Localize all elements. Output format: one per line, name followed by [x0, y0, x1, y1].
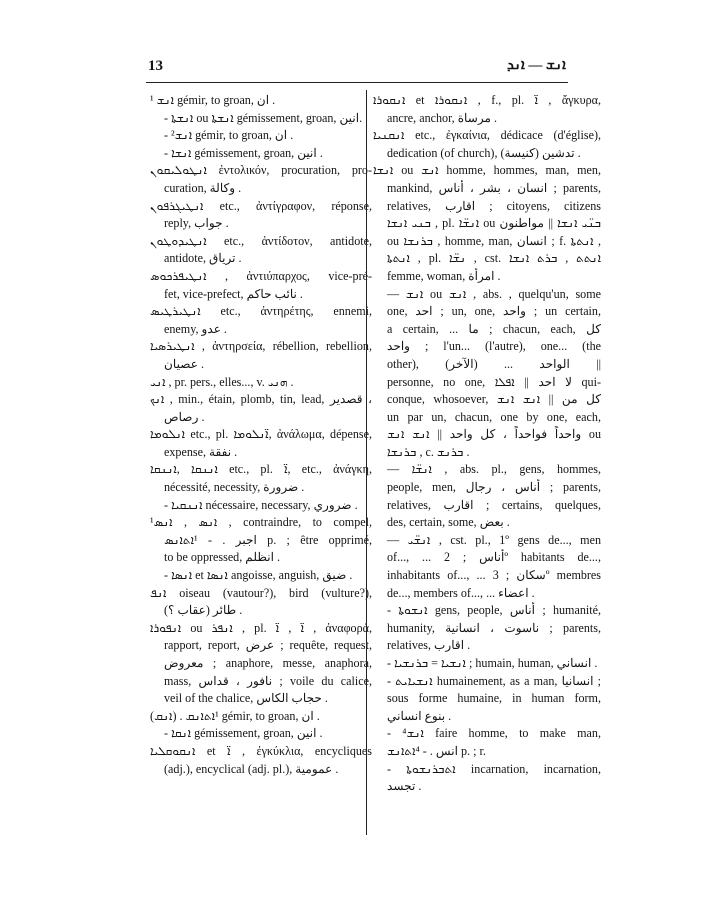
entry-line: - ܐܢܢܩܝܐ nécessaire, necessary, ضروري .: [164, 497, 358, 512]
entry-line: reply, جواب .: [164, 216, 229, 231]
entry-line: conque, whosoever, كل من || ܐܢܫ ܐܢܫ: [387, 392, 601, 407]
entry-line: ܐܢܛܝܓܪܦܘܢ etc., ἀντίγραφον, réponse,: [150, 198, 372, 213]
entry-line: - ²ܐܢܫ gémir, to groan, ان .: [164, 128, 294, 143]
page-number: 13: [148, 58, 163, 74]
entry-line: - ܐܢܩܐ gémissement, groan, انين .: [164, 726, 323, 741]
entry-line: ancre, anchor, مرساة .: [387, 110, 498, 125]
column-divider: [366, 90, 367, 835]
entry-line: - ܐܢܫܝܐܝܬ humainement, as a man, انسانيا ;: [387, 673, 601, 688]
entry-line: enemy, عدو .: [164, 321, 227, 336]
entry-line: تجسد .: [387, 779, 422, 794]
entry-line: بنوع انساني .: [387, 708, 452, 723]
entry-line: a certain, ... ما ; chacun, each, كل: [387, 321, 601, 336]
entry-line: ܐܢܩܢܝܐ etc., ἐγκαίνια, dédicace (d'église),: [373, 128, 601, 143]
entry-line: nécessité, necessity, ضرورة .: [164, 480, 305, 495]
left-column: [150, 92, 372, 778]
entry-line: ou ܒܪܢܫܐ , homme, man, انسان ; f. ܐܢܬܬܐ ,: [387, 233, 601, 248]
entry-line: (adj.), encyclical (adj. pl.), عمومية .: [164, 761, 339, 776]
entry-line: mass, نافور ، قداس ; voile du calice,: [164, 673, 372, 688]
entry-line: ܒܪܢܫܐ , c. ܒܪܢܫ .: [387, 444, 470, 459]
entry-line: relatives, اقارب .: [387, 638, 471, 653]
entry-line: ܐܢܟ , min., étain, plomb, tin, lead, قصدير ،: [150, 392, 372, 407]
entry-line: people, men, أناس ، رجال ; parents,: [387, 480, 601, 495]
entry-line: ܐܢܬܬܐ , pl. ܢܫ̈ܐ , cst. ܐܢܬܬ , ܒܪܬ ܐܢܫܐ: [387, 251, 601, 266]
entry-line: ܐܢܢܩܐ ,ܐܢܢܩܐ etc., pl. ܐ̈, etc., ἀνάγκη,: [150, 462, 372, 477]
entry-line: ܐܢܩܘܩܠܝܐ et ܐ̈ , ἐγκύκλια, encycliques: [150, 743, 372, 758]
entry-line: ܐܢܝ , pr. pers., elles..., v. ܗܢܝ .: [150, 374, 294, 389]
entry-line: - ܐܢܫܝܐ = ܒܪܢܫܝܐ ; humain, human, انساني .: [387, 656, 598, 670]
entry-line: واحد ; l'un... (l'autre), one... (the: [387, 339, 601, 354]
entry-line: sous forme humaine, in human form,: [387, 691, 601, 706]
entry-line: ܐܢܛܝܪܛܝܣ etc., ἀντηρέτης, ennemi,: [150, 304, 372, 319]
entry-line: mankind, انسان ، بشر ، أناس ; parents,: [387, 180, 601, 195]
entry-line: — ܐܢܫ̈ܝ , cst. pl., 1º gens de..., men: [387, 532, 601, 547]
entry-line: — ܐܢܫ̈ܐ , abs. pl., gens, hommes,: [387, 462, 601, 477]
entry-line: of..., ... أناس ; 2º habitants de...,: [387, 550, 601, 565]
entry-line: - ܐܬܒܪܢܫܘܬܐ incarnation, incarnation,: [387, 761, 601, 776]
entry-line: ܐܢܛܘܠܝܩܘܢ ἐντολικόν, procuration, pro-: [150, 163, 372, 178]
entry-line: des, certain, some, بعض .: [387, 515, 510, 530]
entry-line: طائر (عقاب ؟) .: [164, 603, 243, 618]
entry-line: ܐܢܠܘܡܐ etc., pl. ܐ̈ܢܠܘܡܐ, ἀνάλωμα, dépense,: [150, 427, 372, 442]
entry-line: اجبر . - ¹ܐܬܐܢܣ p. ; être opprimé,: [164, 532, 372, 547]
entry-line: rapport, report, عرض ; requête, request,: [164, 638, 372, 653]
entry-line: (ܐܢܩ) . ¹ܐܬܐܢܩ gémir, to groan, ان .: [150, 708, 320, 723]
entry-line: relatives, اقارب ; citoyens, citizens: [387, 198, 601, 213]
entry-line: عصيان .: [164, 356, 204, 371]
entry-line: inhabitants of..., ... سكان ; 3º membres: [387, 568, 601, 583]
entry-line: relatives, اقارب ; certains, quelques,: [387, 497, 601, 512]
entry-line: معروض ; anaphore, messe, anaphora,: [164, 656, 372, 670]
entry-line: femme, woman, امرأة .: [387, 268, 501, 283]
header-rule: [146, 82, 568, 83]
entry-line: personne, no one, لا احد || ܐܦܠܐ qui-: [387, 374, 601, 389]
page-header: [148, 58, 566, 80]
entry-line: antidote, ترياق .: [164, 251, 242, 266]
entry-line: ܐܢܩܘܪܐ et ܐܢܩܘܪܐ , f., pl. ܐ̈ , ἄγκυρα,: [373, 93, 601, 107]
entry-line: veil of the chalice, حجاب الكاس .: [164, 691, 328, 706]
entry-line: ܐܢܛܝܪܣܝܐ , ἀντηρσεία, rébellion, rebellion,: [150, 339, 372, 354]
entry-line: ¹ܐܢܣ , ܐܢܣ , contraindre, to compel,: [150, 515, 372, 530]
entry-line: fet, vice-prefect, نائب حاكم .: [164, 286, 303, 301]
running-head: ܐܢܫ — ܐܢܕ: [507, 58, 566, 73]
entry-line: - ⁴ܐܢܫ faire homme, to make man,: [387, 726, 601, 741]
entry-line: humanity, ناسوت ، انسانية ; parents,: [387, 620, 601, 635]
right-column: [373, 92, 601, 796]
entry-line: dedication (of church), (كنيسة) تدشين .: [387, 145, 581, 160]
entry-line: ܐܢܫ ¹ gémir, to groan, ان .: [150, 93, 276, 107]
entry-line: — ܐܢܫ ou ܐܢܫ , abs. , quelqu'un, some: [387, 286, 601, 301]
entry-line: - ܐܢܫܬܐ ou ܐܢܫܬܐ gémissement, groan, انين.: [164, 110, 363, 125]
entry-line: un par un, chacun, one by one, each,: [387, 409, 601, 424]
entry-line: ܐܢܦ oiseau (vautour?), bird (vulture?),: [150, 585, 372, 600]
entry-line: انس . - ⁴ܐܬܐܢܫ p. ; r.: [387, 743, 486, 758]
entry-line: one, احد ; un, one, واحد ; un certain,: [387, 304, 601, 319]
entry-line: ܒܢܝ ܐܢܫܐ , pl. ܐܢܫ̈ܐ ou ܒܢ̈ܝ ܐܢܫܐ || مواطنون: [387, 216, 601, 231]
entry-line: - ܐܢܣܐ et ܐܢܣܐ angoisse, anguish, ضيق .: [164, 568, 353, 583]
entry-line: de..., members of..., ... اعضاء .: [387, 585, 535, 600]
entry-line: ܐܢܛܝܦܪܟܘܣ , ἀντιύπαρχος, vice-pré-: [150, 268, 372, 283]
entry-line: to be oppressed, انظلم .: [164, 550, 281, 565]
entry-line: رصاص .: [164, 409, 205, 424]
entry-line: other), الواحد ... (الآخر) ||: [387, 356, 601, 371]
entry-line: - ܐܢܫܐ gémissement, groan, انين .: [164, 145, 323, 160]
entry-line: ܐܢܛܝܕܘܛܘܢ etc., ἀντίδοτον, antidote,: [150, 233, 372, 248]
entry-line: ܐܢܦܘܪܐ ou ܐܢܦܪ , pl. ܐ̈ , ܐ̈ , ἀναφορά,: [150, 620, 372, 635]
entry-line: curation, وكالة .: [164, 180, 242, 195]
entry-line: واحداً فواحداً ، كل واحد || ܐܢܫ ܐܢܫ ou: [387, 427, 601, 442]
entry-line: expense, نفقة .: [164, 444, 238, 459]
entry-line: ܐܢܫܐ ou ܐܢܫ homme, hommes, man, men,: [373, 163, 601, 178]
entry-line: - ܐܢܫܘܬܐ gens, people, أناس ; humanité,: [387, 603, 601, 618]
